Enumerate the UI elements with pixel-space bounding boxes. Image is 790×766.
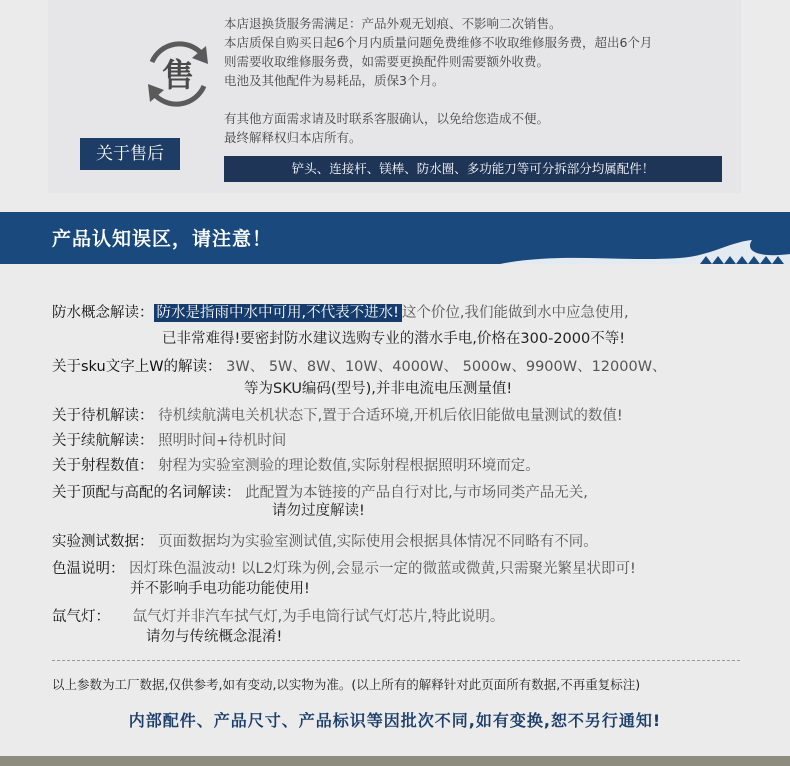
note-key: 关于射程数值： (52, 458, 154, 474)
banner-title: 产品认知误区，请注意！ (52, 228, 273, 250)
note-value: 待机续航满电关机状态下,置于合适环境,开机后依旧能做电量测试的数值! (158, 408, 623, 424)
policy-line: 本店退换货服务需满足：产品外观无划痕、不影响二次销售。 (224, 16, 562, 31)
note-value: 页面数据均为实验室测试值,实际使用会根据具体情况不同略有不同。 (158, 534, 598, 550)
note-endurance (52, 430, 286, 452)
note-key: 关于续航解读： (52, 433, 154, 449)
badge-char: 售 (161, 56, 195, 94)
note-value: 射程为实验室测验的理论数值,实际射程根据照明环境而定。 (158, 458, 540, 474)
note-key: 氙气灯： (52, 609, 110, 625)
misconception-banner (0, 212, 790, 264)
wave-decoration (0, 212, 790, 264)
divider (52, 660, 740, 661)
note-lab (52, 531, 598, 553)
note-value: 3W、 5W、8W、10W、4000W、 5000w、9900W、12000W、 (226, 359, 667, 375)
note-color-temp (52, 558, 636, 580)
highlight-text: 防水是指雨中水中可用,不代表不进水! (154, 304, 402, 322)
note-xenon (52, 606, 504, 628)
note-key: 色温说明： (52, 561, 125, 577)
bottom-bar (0, 756, 790, 766)
note-value: 等为SKU编码(型号),并非电流电压测量值! (244, 381, 513, 397)
note-sku (52, 356, 667, 378)
note-key: 关于顶配与高配的名词解读： (52, 485, 241, 501)
policy-line: 本店质保自购买日起6个月内质量问题免费维修不收取维修服务费，超出6个月 (224, 35, 653, 50)
disclaimer: 以上参数为工厂数据,仅供参考,如有变动,以实物为准。(以上所有的解释针对此页面所有数据,不再重复标注) (52, 677, 641, 692)
note-value: 氙气灯并非汽车拭气灯,为手电筒行试气灯芯片,特此说明。 (132, 609, 505, 625)
policy-line: 则需要收取维修服务费，如需要更换配件则需要额外收费。 (224, 54, 550, 69)
note-key: 实验测试数据： (52, 534, 154, 550)
final-notice: 内部配件、产品尺寸、产品标识等因批次不同,如有变换,恕不另行通知! (128, 711, 662, 730)
note-key: 关于待机解读： (52, 408, 154, 424)
after-sales-label: 关于售后 (80, 138, 180, 170)
after-sales-policy (224, 14, 734, 147)
refresh-sale-icon (138, 34, 218, 114)
note-value: 已非常难得!要密封防水建议选购专业的潜水手电,价格在300-2000不等! (162, 331, 626, 347)
note-key: 防水概念解读： (52, 305, 154, 321)
note-key: 关于sku文字上W的解读： (52, 359, 222, 375)
note-standby (52, 405, 623, 427)
note-range (52, 455, 540, 477)
note-value: 照明时间+待机时间 (158, 433, 287, 449)
policy-line: 有其他方面需求请及时联系客服确认，以免给您造成不便。 (224, 111, 550, 126)
note-value: 并不影响手电功能功能使用! (130, 581, 310, 597)
note-value: 因灯珠色温波动! 以L2灯珠为例,会显示一定的微蓝或微黄,只需聚光繁星状即可! (129, 561, 636, 577)
policy-line: 最终解释权归本店所有。 (224, 130, 362, 145)
note-value: 请勿与传统概念混淆! (146, 629, 283, 645)
note-value: 请勿过度解读! (272, 503, 365, 519)
note-value: 这个价位,我们能做到水中应急使用, (401, 305, 629, 321)
parts-notice: 铲头、连接杆、镁棒、防水圈、多功能刀等可分拆部分均属配件！ (224, 156, 722, 182)
note-waterproof (52, 302, 629, 324)
note-value: 此配置为本链接的产品自行对比,与市场同类产品无关, (245, 485, 588, 501)
policy-line: 电池及其他配件为易耗品，质保3个月。 (224, 73, 445, 88)
